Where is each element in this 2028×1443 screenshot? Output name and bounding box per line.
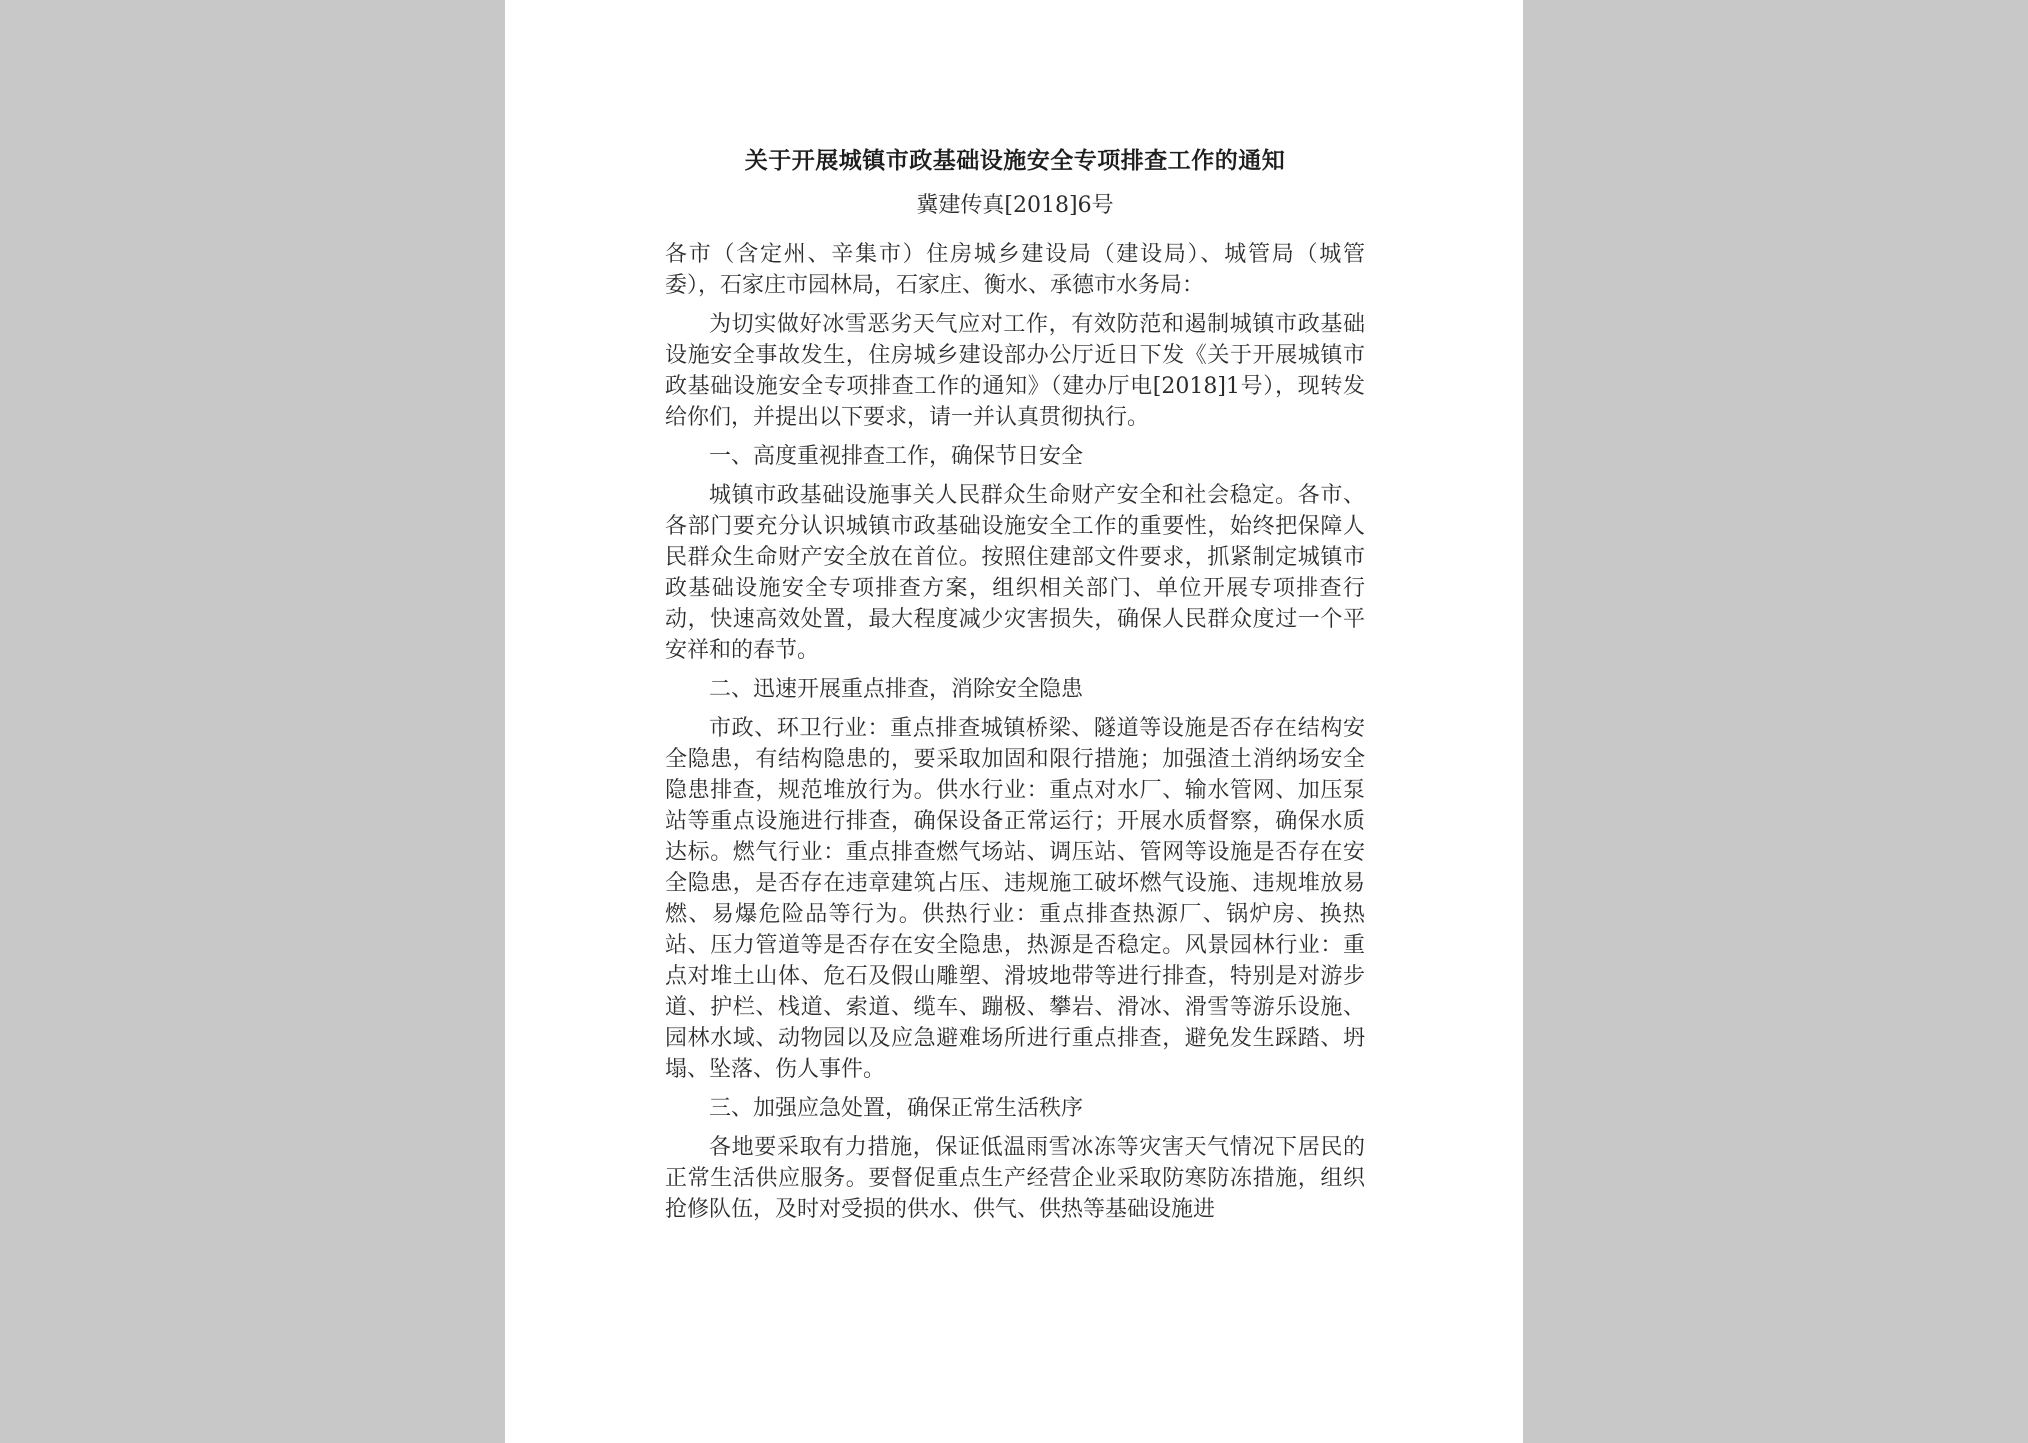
- section-3-body: 各地要采取有力措施，保证低温雨雪冰冻等灾害天气情况下居民的正常生活供应服务。要督促重点生产经营企业采取防寒防冻措施，组织抢修队伍，及时对受损的供水、供气、供热等基础设施进: [665, 1135, 1365, 1222]
- section-1-body: 城镇市政基础设施事关人民群众生命财产安全和社会稳定。各市、各部门要充分认识城镇市政基础设施安全工作的重要性，始终把保障人民群众生命财产安全放在首位。按照住建部文件要求，抓紧制定城镇市政基础设施安全专项排查方案，组织相关部门、单位开展专项排查行动，快速高效处置，最大程度减少灾害损失，确保人民群众度过一个平安祥和的春节。: [665, 483, 1365, 663]
- intro-paragraph: 为切实做好冰雪恶劣天气应对工作，有效防范和遏制城镇市政基础设施安全事故发生，住房城乡建设部办公厅近日下发《关于开展城镇市政基础设施安全专项排查工作的通知》（建办厅电[2018]1号），现转发给你们，并提出以下要求，请一并认真贯彻执行。: [665, 312, 1365, 430]
- document-content: [665, 145, 1365, 1233]
- section-3-heading: 三、加强应急处置，确保正常生活秩序: [709, 1096, 1084, 1121]
- document-number: 冀建传真[2018]6号: [916, 193, 1114, 218]
- document-page: [505, 0, 1523, 1443]
- document-title: 关于开展城镇市政基础设施安全专项排查工作的通知: [744, 147, 1286, 174]
- addressee: 各市（含定州、辛集市）住房城乡建设局（建设局）、城管局（城管委），石家庄市园林局，石家庄、衡水、承德市水务局：: [665, 242, 1365, 298]
- section-1-heading: 一、高度重视排查工作，确保节日安全: [709, 444, 1084, 469]
- section-2-body: 市政、环卫行业：重点排查城镇桥梁、隧道等设施是否存在结构安全隐患，有结构隐患的，要采取加固和限行措施；加强渣土消纳场安全隐患排查，规范堆放行为。供水行业：重点对水厂、输水管网、加压泵站等重点设施进行排查，确保设备正常运行；开展水质督察，确保水质达标。燃气行业：重点排查燃气场站、调压站、管网等设施是否存在安全隐患，是否存在违章建筑占压、违规施工破坏燃气设施、违规堆放易燃、易爆危险品等行为。供热行业：重点排查热源厂、锅炉房、换热站、压力管道等是否存在安全隐患，热源是否稳定。风景园林行业：重点对堆土山体、危石及假山雕塑、滑坡地带等进行排查，特别是对游步道、护栏、栈道、索道、缆车、蹦极、攀岩、滑冰、滑雪等游乐设施、园林水域、动物园以及应急避难场所进行重点排查，避免发生踩踏、坍塌、坠落、伤人事件。: [665, 716, 1365, 1082]
- section-2-heading: 二、迅速开展重点排查，消除安全隐患: [709, 677, 1084, 702]
